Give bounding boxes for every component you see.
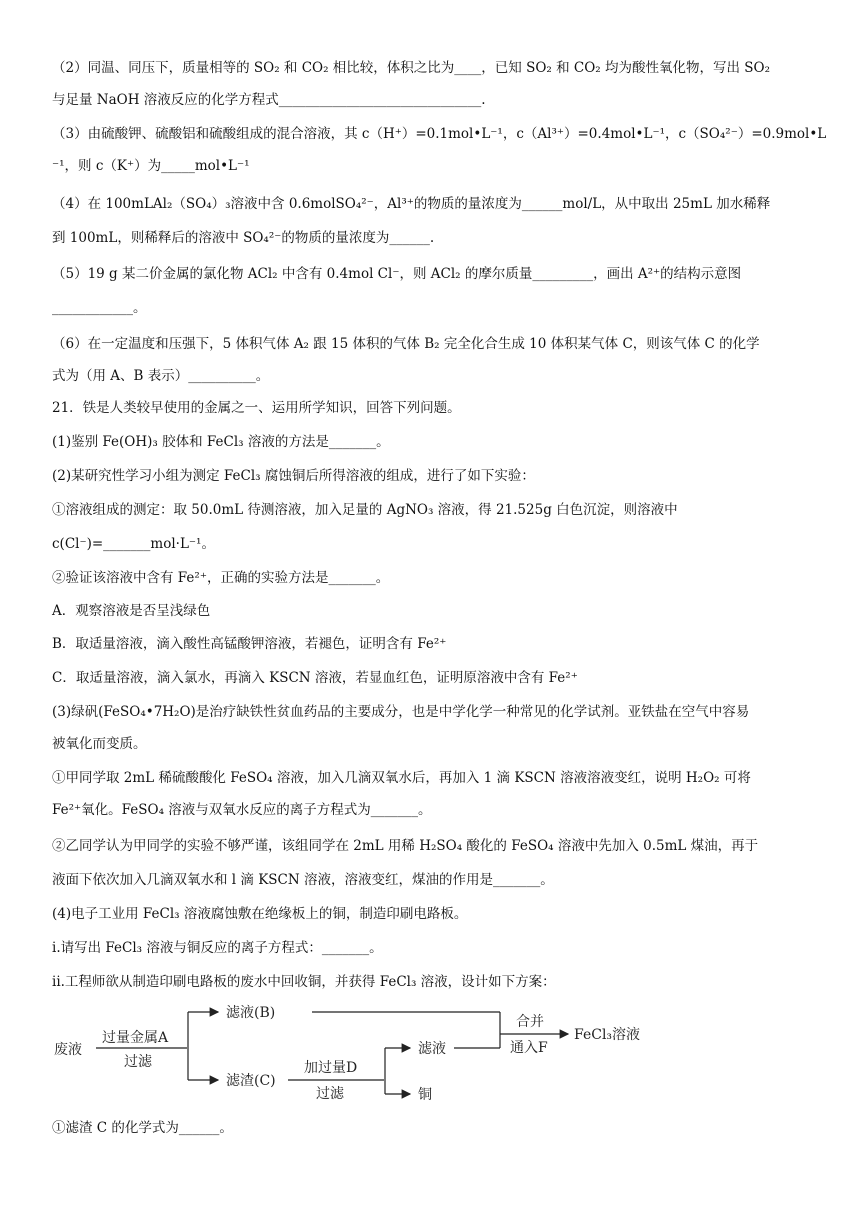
q21-part3-sub2-line2: 液面下依次加入几滴双氧水和 l 滴 KSCN 溶液，溶液变红，煤油的作用是_______。 <box>52 872 554 888</box>
q20-part2-line2: 与足量 NaOH 溶液反应的化学方程式______________________________. <box>52 92 486 108</box>
q20-part5-line1: （5）19 g 某二价金属的氯化物 ACl₂ 中含有 0.4mol Cl⁻，则 ACl₂ 的摩尔质量_________，画出 A²⁺的结构示意图 <box>52 266 742 282</box>
label-product: FeCl₃溶液 <box>574 1027 641 1043</box>
q21-part3-line2: 被氧化而变质。 <box>52 736 147 752</box>
label-filtrate: 滤液 <box>418 1041 446 1057</box>
q21-part3-sub1-line2: Fe²⁺氧化。FeSO₄ 溶液与双氧水反应的离子方程式为_______。 <box>52 802 432 818</box>
option-c: C．取适量溶液，滴入氯水，再滴入 KSCN 溶液，若显血红色，证明原溶液中含有 Fe²⁺ <box>52 670 578 686</box>
label-filtrate-b: 滤液(B) <box>226 1005 276 1021</box>
q21-part3-sub2-line1: ②乙同学认为甲同学的实验不够严谨，该组同学在 2mL 用稀 H₂SO₄ 酸化的 FeSO₄ 溶液中先加入 0.5mL 煤油，再于 <box>52 838 759 854</box>
q21-part2-sub1-line2: c(Cl⁻)=_______mol·L⁻¹。 <box>52 536 215 552</box>
q21-part4-ii: ii.工程师欲从制造印刷电路板的废水中回收铜，并获得 FeCl₃ 溶液，设计如下方案： <box>52 974 556 990</box>
label-merge-top: 合并 <box>516 1014 544 1030</box>
q20-part6-line1: （6）在一定温度和压强下，5 体积气体 A₂ 跟 15 体积的气体 B₂ 完全化合生成 10 体积某气体 C，则该气体 C 的化学 <box>52 336 760 352</box>
label-step1-bottom: 过滤 <box>124 1054 152 1070</box>
q20-part2-line1: （2）同温、同压下，质量相等的 SO₂ 和 CO₂ 相比较，体积之比为____，已知 SO₂ 和 CO₂ 均为酸性氧化物，写出 SO₂ <box>52 60 771 76</box>
label-copper: 铜 <box>418 1087 432 1103</box>
label-residue-c: 滤渣(C) <box>226 1073 276 1089</box>
label-step1-top: 过量金属A <box>102 1030 169 1046</box>
q20-part4-line1: （4）在 100mLAl₂（SO₄）₃溶液中含 0.6molSO₄²⁻，Al³⁺的物质的量浓度为______mol/L，从中取出 25mL 加水稀释 <box>52 196 771 212</box>
label-step2-top: 加过量D <box>304 1060 358 1076</box>
q21-part4-intro: (4)电子工业用 FeCl₃ 溶液腐蚀敷在绝缘板上的铜，制造印刷电路板。 <box>52 906 468 922</box>
option-a: A．观察溶液是否呈浅绿色 <box>52 603 211 619</box>
q20-part5-line2: ____________。 <box>52 300 147 316</box>
q20-part3-line2: ⁻¹，则 c（K⁺）为_____mol•L⁻¹ <box>52 158 250 174</box>
label-step2-bottom: 过滤 <box>316 1086 344 1102</box>
label-merge-bottom: 通入F <box>510 1040 548 1056</box>
q21-part4-ii-sub1: ①滤渣 C 的化学式为______。 <box>52 1120 233 1136</box>
option-b: B．取适量溶液，滴入酸性高锰酸钾溶液，若褪色，证明含有 Fe²⁺ <box>52 636 447 652</box>
q21-part2-sub1-line1: ①溶液组成的测定：取 50.0mL 待测溶液，加入足量的 AgNO₃ 溶液，得 21.525g 白色沉淀，则溶液中 <box>52 502 678 518</box>
q21-stem: 21．铁是人类较早使用的金属之一、运用所学知识，回答下列问题。 <box>52 400 461 416</box>
q21-part3-sub1-line1: ①甲同学取 2mL 稀硫酸酸化 FeSO₄ 溶液，加入几滴双氧水后，再加入 1 滴 KSCN 溶液溶液变红，说明 H₂O₂ 可将 <box>52 770 751 786</box>
q20-part3-line1: （3）由硫酸钾、硫酸铝和硫酸组成的混合溶液，其 c（H⁺）=0.1mol•L⁻¹，c（Al³⁺）=0.4mol•L⁻¹，c（SO₄²⁻）=0.9mol•L <box>52 126 827 142</box>
q21-part1: (1)鉴别 Fe(OH)₃ 胶体和 FeCl₃ 溶液的方法是_______。 <box>52 434 390 450</box>
q21-part2-intro: (2)某研究性学习小组为测定 FeCl₃ 腐蚀铜后所得溶液的组成，进行了如下实验： <box>52 468 535 484</box>
q21-part2-sub2: ②验证该溶液中含有 Fe²⁺，正确的实验方法是_______。 <box>52 570 390 586</box>
process-flow-diagram <box>50 1000 670 1110</box>
label-waste: 废液 <box>54 1042 82 1058</box>
q20-part4-line2: 到 100mL，则稀释后的溶液中 SO₄²⁻的物质的量浓度为______. <box>52 230 435 246</box>
q21-part3-line1: (3)绿矾(FeSO₄•7H₂O)是治疗缺铁性贫血药品的主要成分，也是中学化学一种常见的化学试剂。亚铁盐在空气中容易 <box>52 704 750 720</box>
q21-part4-i: i.请写出 FeCl₃ 溶液与铜反应的离子方程式：_______。 <box>52 940 383 956</box>
q20-part6-line2: 式为（用 A、B 表示）__________。 <box>52 368 270 384</box>
